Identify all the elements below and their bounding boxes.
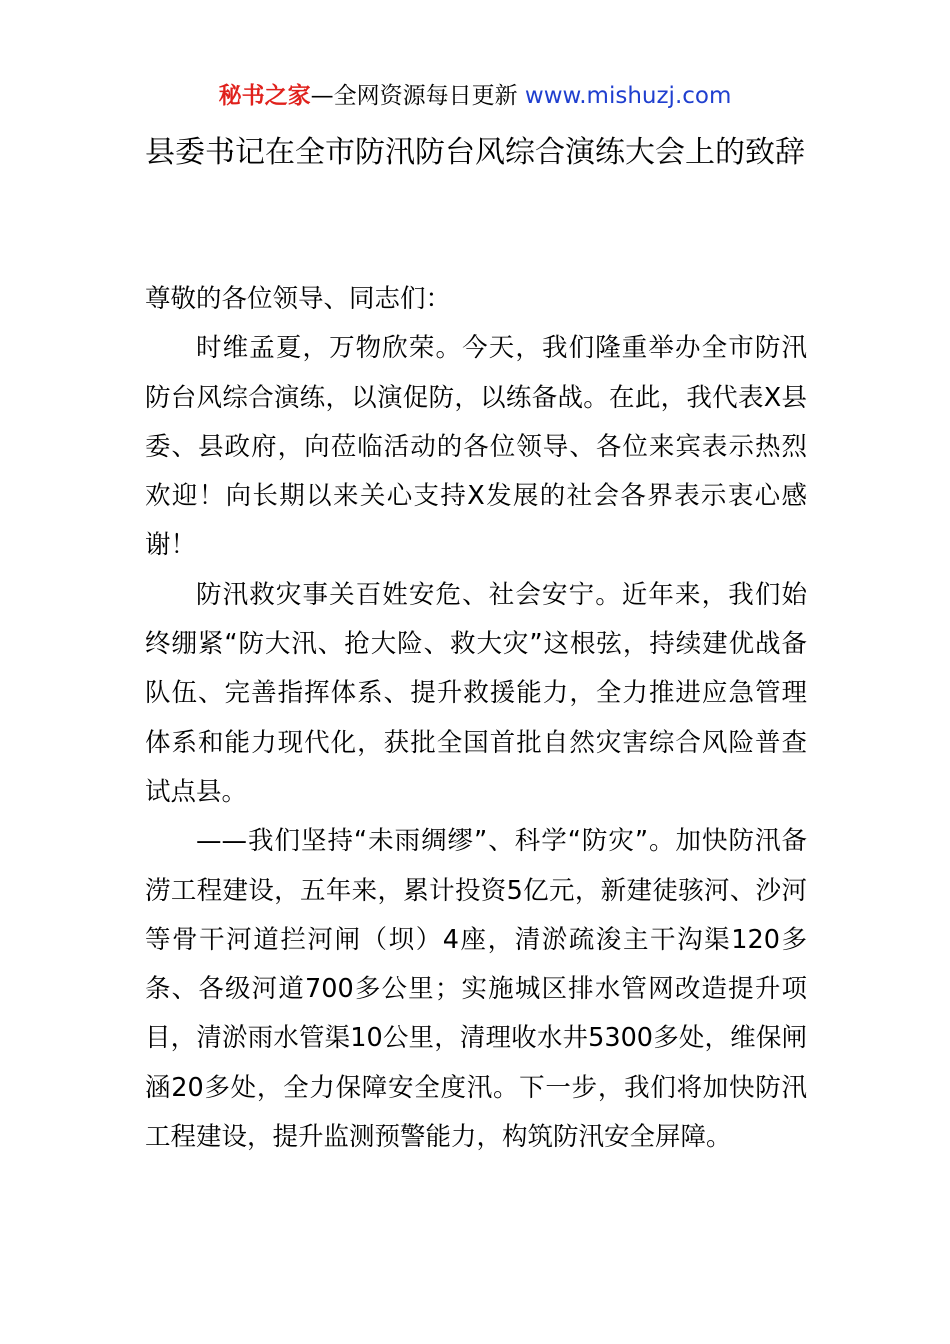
document-title: 县委书记在全市防汛防台风综合演练大会上的致辞 <box>145 135 805 170</box>
paragraph-disaster-relief: 防汛救灾事关百姓安危、社会安宁。近年来，我们始终绷紧“防大汛、抢大险、救大灾”这根弦，持续建优战备队伍、完善指挥体系、提升救援能力，全力推进应急管理体系和能力现代化，获批全国首批自然灾害综合风险普查试点县。 <box>145 579 807 807</box>
site-url-link[interactable]: www.mishuzj.com <box>524 83 732 109</box>
paragraph-opening: 时维孟夏，万物欣荣。今天，我们隆重举办全市防汛防台风综合演练，以演促防，以练备战。在此，我代表X县委、县政府，向莅临活动的各位领导、各位来宾表示热烈欢迎！向长期以来关心支持X发展的社会各界表示衷心感谢！ <box>145 333 807 561</box>
paragraph-prevention: ——我们坚持“未雨绸缪”、科学“防灾”。加快防汛备涝工程建设，五年来，累计投资5亿元，新建徒骇河、沙河等骨干河道拦河闸（坝）4座，清淤疏浚主干沟渠120多条、各级河道700多公里；实施城区排水管网改造提升项目，清淤雨水管渠10公里，清理收水井5300多处，维保闸涵20多处，全力保障安全度汛。下一步，我们将加快防汛工程建设，提升监测预警能力，构筑防汛安全屏障。 <box>145 826 807 1153</box>
site-banner <box>0 80 950 112</box>
document-body <box>145 275 807 1162</box>
salutation: 尊敬的各位领导、同志们： <box>145 284 452 314</box>
site-brand: 秘书之家 <box>218 83 311 109</box>
site-tagline: —全网资源每日更新 <box>310 83 518 109</box>
